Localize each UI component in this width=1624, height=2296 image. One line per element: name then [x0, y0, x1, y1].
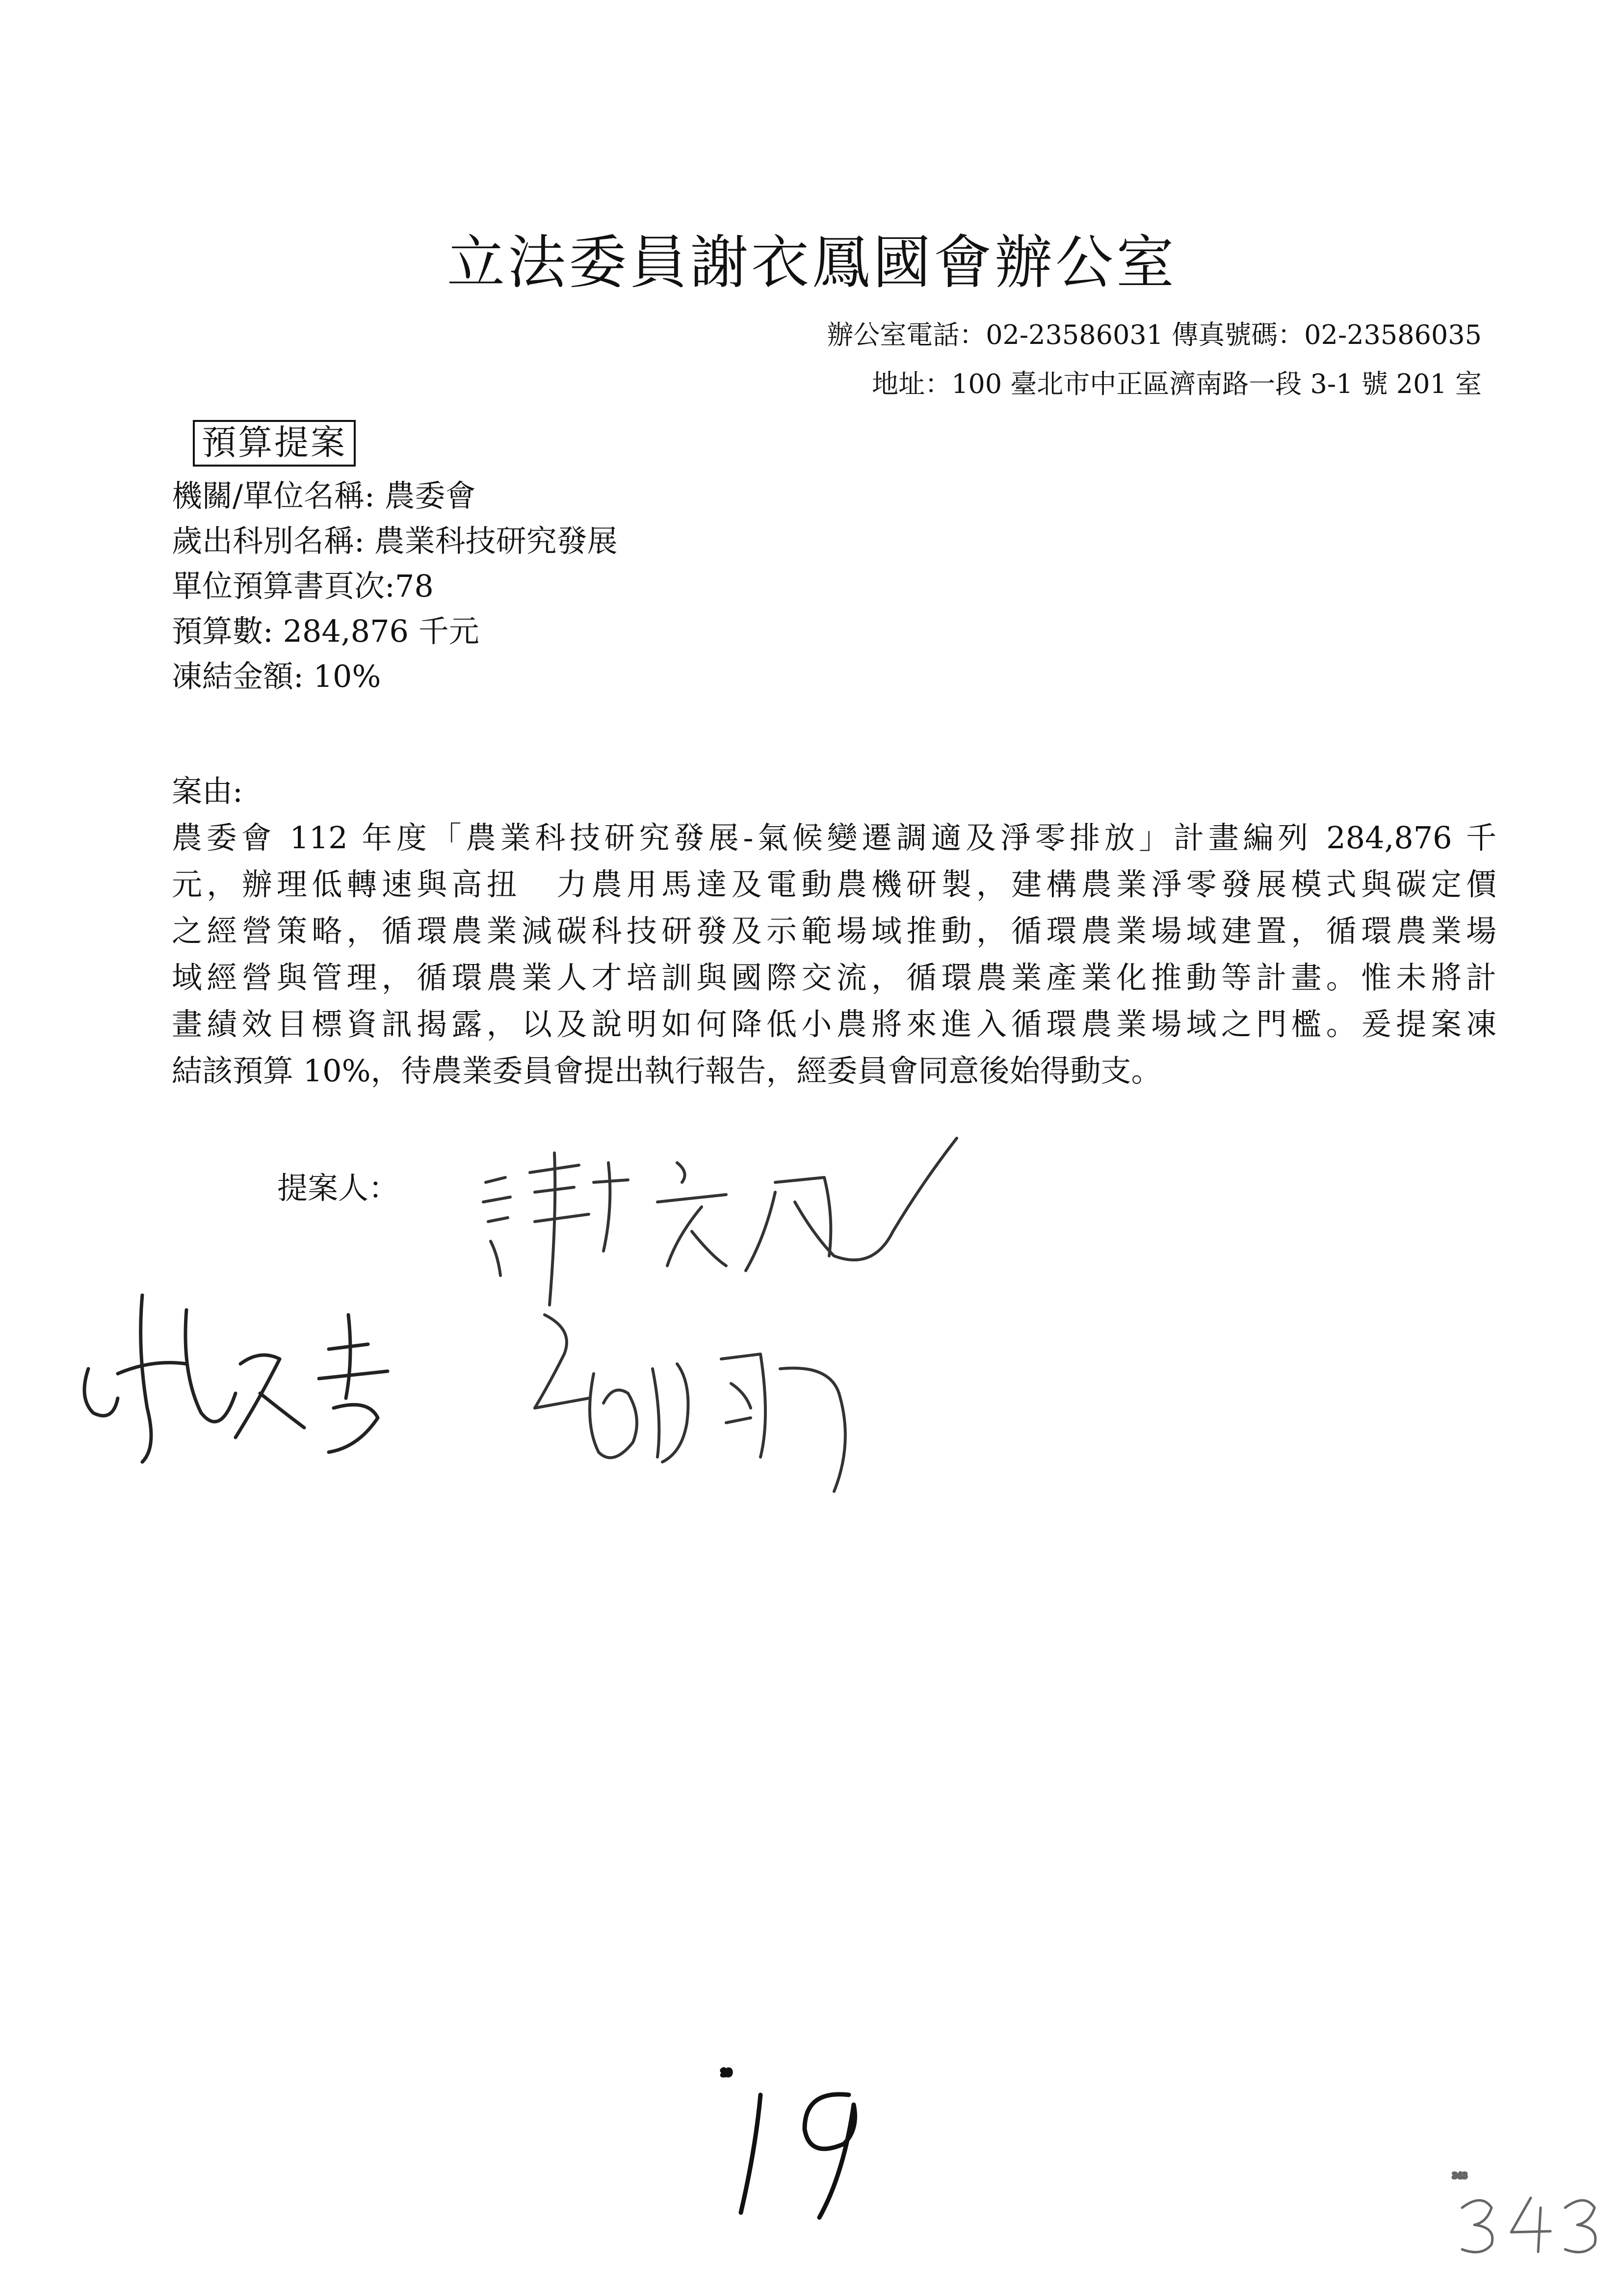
proposer-label: 提案人： — [277, 1170, 399, 1206]
handwritten-page-number — [721, 2068, 883, 2227]
signature-3-strokes — [535, 1315, 845, 1491]
reason-line: 結該預算 10%，待農業委員會提出執行報告，經委員會同意後始得動支。 — [172, 1053, 1162, 1089]
signature-2-strokes — [84, 1295, 388, 1462]
signature-2 — [74, 1251, 466, 1477]
field-budget-amount: 預算數: 284,876 千元 — [172, 613, 479, 649]
document-type-box: 預算提案 — [193, 420, 356, 467]
signature-1 — [471, 1109, 971, 1315]
budget-field-list — [172, 473, 618, 699]
field-budget-page: 單位預算書頁次:78 — [172, 568, 434, 604]
reason-line: 之經營策略，循環農業減碳科技研發及示範場域推動，循環農業場域建置，循環農業場 — [172, 913, 1496, 949]
reason-line: 域經營與管理，循環農業人才培訓與國際交流，循環農業產業化推動等計畫。惟未將計 — [172, 960, 1496, 995]
svg-text:19: 19 — [721, 2068, 732, 2077]
page-title: 立法委員謝衣鳳國會辦公室 — [446, 229, 1177, 296]
stamp-page-number — [1452, 2171, 1614, 2262]
office-phone-fax: 辦公室電話：02-23586031 傳真號碼：02-23586035 — [827, 319, 1482, 350]
svg-text:343: 343 — [1452, 2171, 1467, 2180]
signature-3 — [515, 1295, 888, 1501]
reason-heading: 案由: — [172, 773, 243, 809]
field-expenditure-item: 歲出科別名稱: 農業科技研究發展 — [172, 523, 618, 559]
field-frozen-amount: 凍結金額: 10% — [172, 658, 381, 694]
signature-1-strokes — [483, 1138, 957, 1305]
reason-line: 農委會 112 年度「農業科技研究發展-氣候變遷調適及淨零排放」計畫編列 284,876 千 — [172, 820, 1496, 856]
reason-paragraph — [172, 814, 1496, 1094]
reason-line: 元，辦理低轉速與高扭 力農用馬達及電動農機研製，建構農業淨零發展模式與碳定價 — [172, 866, 1496, 902]
reason-line: 畫績效目標資訊揭露，以及說明如何降低小農將來進入循環農業場域之門檻。爰提案凍 — [172, 1006, 1496, 1042]
field-agency: 機關/單位名稱: 農委會 — [172, 478, 476, 514]
office-address: 地址：100 臺北市中正區濟南路一段 3-1 號 201 室 — [872, 368, 1482, 399]
